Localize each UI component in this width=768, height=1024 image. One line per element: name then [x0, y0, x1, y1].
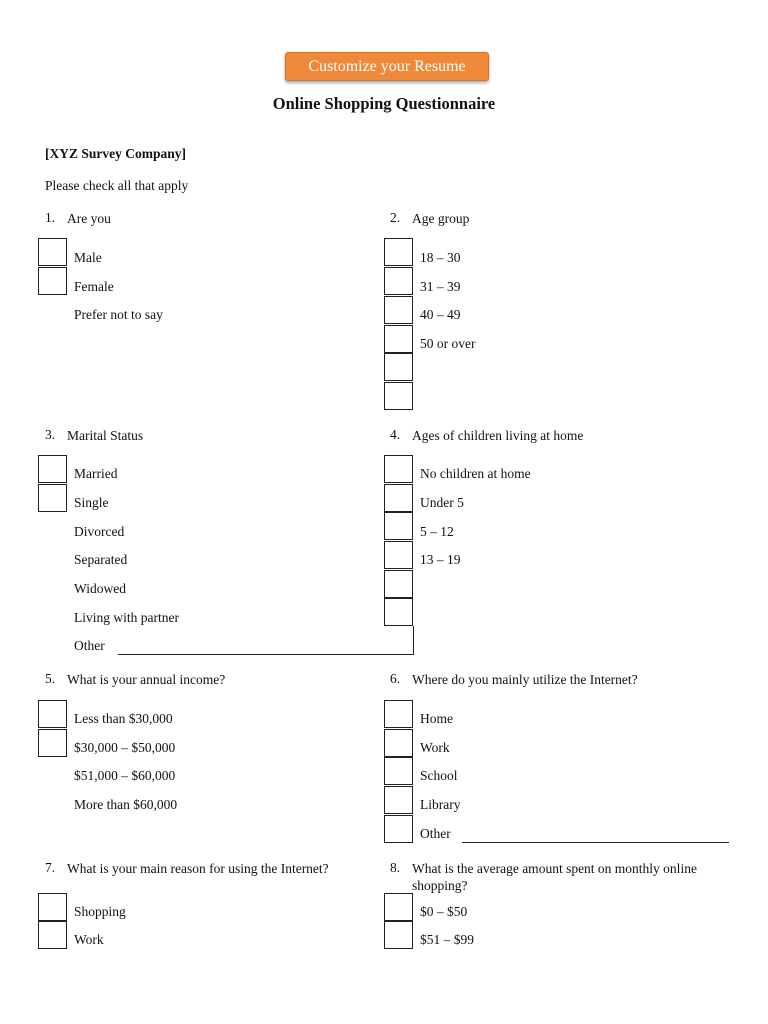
question-number: 7.	[45, 860, 56, 875]
checkbox-work[interactable]	[384, 729, 413, 757]
box-edge-line	[413, 626, 414, 655]
option-label: Male	[74, 250, 102, 265]
option-label: Home	[420, 711, 453, 726]
option-label: No children at home	[420, 466, 531, 481]
option-label: 40 – 49	[420, 307, 461, 322]
checkbox-income-30k-50k[interactable]	[38, 729, 67, 757]
option-label: Separated	[74, 552, 128, 567]
checkbox-shopping[interactable]	[38, 893, 67, 921]
question-number: 6.	[390, 671, 401, 686]
checkbox-other[interactable]	[384, 815, 413, 843]
company-name: [XYZ Survey Company]	[45, 146, 187, 161]
checkbox-single[interactable]	[38, 484, 67, 512]
checkbox-spend-0-50[interactable]	[384, 893, 413, 921]
question-number: 4.	[390, 427, 401, 442]
option-label: Divorced	[74, 524, 125, 539]
checkbox-reason-work[interactable]	[38, 921, 67, 949]
option-label: Other	[420, 826, 451, 841]
option-label: $51 – $99	[420, 932, 474, 947]
option-label: Work	[74, 932, 104, 947]
question-number: 8.	[390, 860, 401, 875]
option-label: Living with partner	[74, 610, 179, 625]
question-number: 2.	[390, 210, 401, 225]
checkbox-age-50-over[interactable]	[384, 325, 413, 353]
checkbox-children-blank[interactable]	[384, 598, 413, 626]
checkbox-income-under-30k[interactable]	[38, 700, 67, 728]
option-label: 5 – 12	[420, 524, 454, 539]
option-label: 18 – 30	[420, 250, 461, 265]
question-number: 5.	[45, 671, 56, 686]
checkbox-age-blank[interactable]	[384, 382, 413, 410]
other-text-line[interactable]	[462, 842, 729, 843]
option-label: Prefer not to say	[74, 307, 163, 322]
checkbox-age-40-49[interactable]	[384, 296, 413, 324]
option-label: Less than $30,000	[74, 711, 173, 726]
page-title: Online Shopping Questionnaire	[272, 94, 496, 113]
question-text: Where do you mainly utilize the Internet?	[412, 672, 638, 687]
other-text-line[interactable]	[118, 654, 414, 655]
option-label: Other	[74, 638, 105, 653]
checkbox-age-18-30[interactable]	[384, 238, 413, 266]
option-label: 50 or over	[420, 336, 476, 351]
checkbox-age-31-39[interactable]	[384, 267, 413, 295]
option-label: 13 – 19	[420, 552, 461, 567]
question-text: What is your annual income?	[67, 672, 226, 687]
checkbox-under-5[interactable]	[384, 484, 413, 512]
checkbox-male[interactable]	[38, 238, 67, 266]
option-label: Female	[74, 279, 114, 294]
checkbox-children-blank[interactable]	[384, 570, 413, 598]
checkbox-no-children[interactable]	[384, 455, 413, 483]
option-label: 31 – 39	[420, 279, 461, 294]
question-text: Ages of children living at home	[412, 428, 584, 443]
option-label: $0 – $50	[420, 904, 468, 919]
checkbox-spend-51-99[interactable]	[384, 921, 413, 949]
checkbox-school[interactable]	[384, 757, 413, 785]
checkbox-age-blank[interactable]	[384, 353, 413, 381]
question-text: What is your main reason for using the Internet?	[67, 861, 329, 876]
option-label: School	[420, 768, 458, 783]
question-text: Age group	[412, 211, 470, 226]
option-label: More than $60,000	[74, 797, 178, 812]
option-label: Shopping	[74, 904, 126, 919]
option-label: Widowed	[74, 581, 126, 596]
customize-resume-button[interactable]: Customize your Resume	[285, 52, 489, 81]
question-text: What is the average amount spent on monthly online shopping?	[412, 861, 697, 893]
question-text: Marital Status	[67, 428, 144, 443]
checkbox-13-19[interactable]	[384, 541, 413, 569]
option-label: Work	[420, 740, 450, 755]
option-label: Single	[74, 495, 109, 510]
checkbox-married[interactable]	[38, 455, 67, 483]
option-label: Married	[74, 466, 118, 481]
checkbox-female[interactable]	[38, 267, 67, 295]
instructions: Please check all that apply	[45, 178, 189, 193]
checkbox-home[interactable]	[384, 700, 413, 728]
question-text: Are you	[67, 211, 111, 226]
question-number: 3.	[45, 427, 56, 442]
option-label: Under 5	[420, 495, 464, 510]
option-label: $51,000 – $60,000	[74, 768, 176, 783]
checkbox-library[interactable]	[384, 786, 413, 814]
option-label: $30,000 – $50,000	[74, 740, 176, 755]
checkbox-5-12[interactable]	[384, 512, 413, 540]
option-label: Library	[420, 797, 461, 812]
question-number: 1.	[45, 210, 56, 225]
